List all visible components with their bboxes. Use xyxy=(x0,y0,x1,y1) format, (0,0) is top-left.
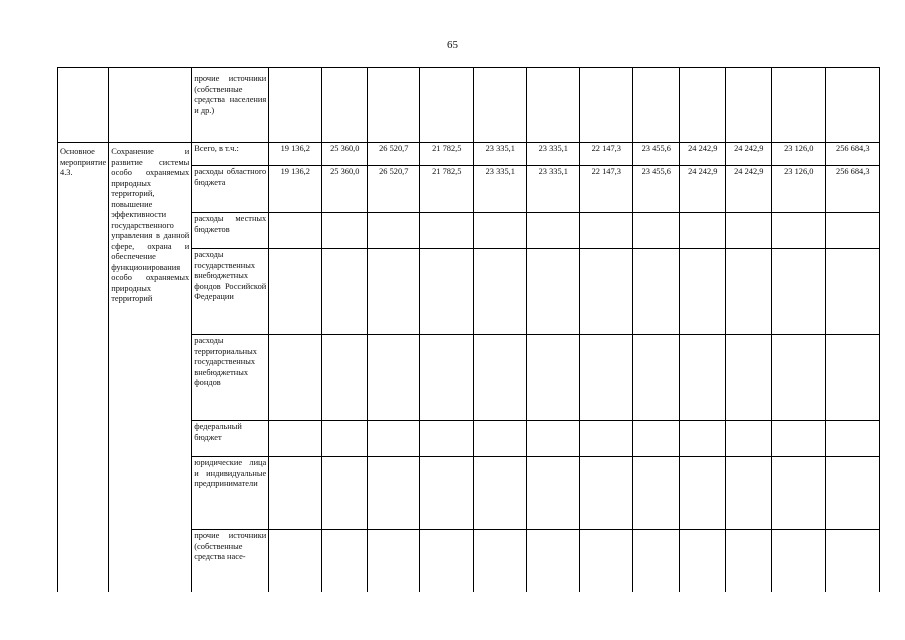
amount-cell xyxy=(420,213,474,249)
funding-source-cell: расходы областного бюджета xyxy=(192,166,269,213)
amount-cell: 25 360,0 xyxy=(322,166,368,213)
amount-cell xyxy=(772,457,826,530)
amount-cell xyxy=(420,68,474,143)
funding-source-cell: федеральный бюджет xyxy=(192,421,269,457)
amount-cell xyxy=(474,213,527,249)
amount-cell xyxy=(726,530,772,592)
funding-source-cell: юридические лица и индивидуальные предприниматели xyxy=(192,457,269,530)
amount-cell xyxy=(726,457,772,530)
amount-cell xyxy=(474,335,527,421)
amount-cell xyxy=(772,213,826,249)
amount-cell xyxy=(527,249,580,335)
amount-cell xyxy=(322,530,368,592)
amount-cell xyxy=(826,68,880,143)
amount-cell: 24 242,9 xyxy=(726,166,772,213)
empty-cell xyxy=(109,68,192,143)
amount-cell xyxy=(772,249,826,335)
amount-cell: 21 782,5 xyxy=(420,143,474,166)
amount-cell xyxy=(826,530,880,592)
amount-cell xyxy=(633,213,680,249)
amount-cell xyxy=(322,335,368,421)
amount-cell xyxy=(269,421,322,457)
amount-cell xyxy=(826,249,880,335)
table-row xyxy=(58,143,880,166)
amount-cell xyxy=(474,68,527,143)
amount-cell xyxy=(527,335,580,421)
amount-cell: 26 520,7 xyxy=(368,143,420,166)
amount-cell xyxy=(420,249,474,335)
amount-cell: 19 136,2 xyxy=(269,143,322,166)
amount-cell xyxy=(726,68,772,143)
amount-cell: 256 684,3 xyxy=(826,143,880,166)
amount-cell: 23 455,6 xyxy=(633,143,680,166)
amount-cell xyxy=(826,457,880,530)
amount-cell xyxy=(726,249,772,335)
amount-cell xyxy=(368,457,420,530)
amount-cell xyxy=(580,421,633,457)
amount-cell xyxy=(680,457,726,530)
table-row xyxy=(58,68,880,143)
amount-cell: 23 126,0 xyxy=(772,166,826,213)
amount-cell xyxy=(680,213,726,249)
amount-cell xyxy=(269,249,322,335)
amount-cell xyxy=(633,68,680,143)
amount-cell xyxy=(633,530,680,592)
amount-cell: 19 136,2 xyxy=(269,166,322,213)
amount-cell xyxy=(269,530,322,592)
amount-cell xyxy=(269,335,322,421)
amount-cell: 23 126,0 xyxy=(772,143,826,166)
amount-cell xyxy=(368,249,420,335)
amount-cell xyxy=(322,421,368,457)
amount-cell: 24 242,9 xyxy=(680,143,726,166)
amount-cell xyxy=(826,213,880,249)
amount-cell xyxy=(269,68,322,143)
funding-source-cell: расходы государственных внебюджетных фондов Российской Федерации xyxy=(192,249,269,335)
amount-cell: 25 360,0 xyxy=(322,143,368,166)
amount-cell: 24 242,9 xyxy=(726,143,772,166)
amount-cell: 22 147,3 xyxy=(580,143,633,166)
page-number: 65 xyxy=(447,39,458,51)
budget-table xyxy=(57,67,880,592)
amount-cell xyxy=(368,213,420,249)
amount-cell xyxy=(726,213,772,249)
amount-cell xyxy=(580,213,633,249)
amount-cell xyxy=(474,249,527,335)
funding-source-cell: расходы территориальных государственных внебюджетных фондов xyxy=(192,335,269,421)
amount-cell: 23 335,1 xyxy=(527,166,580,213)
amount-cell xyxy=(420,530,474,592)
amount-cell xyxy=(420,335,474,421)
amount-cell: 23 335,1 xyxy=(474,143,527,166)
amount-cell xyxy=(633,421,680,457)
amount-cell xyxy=(826,335,880,421)
funding-source-cell: прочие источники (собственные средства насе- xyxy=(192,530,269,592)
amount-cell xyxy=(633,249,680,335)
amount-cell xyxy=(420,421,474,457)
amount-cell xyxy=(474,530,527,592)
amount-cell xyxy=(680,421,726,457)
amount-cell xyxy=(269,457,322,530)
amount-cell xyxy=(772,68,826,143)
amount-cell xyxy=(726,335,772,421)
amount-cell xyxy=(680,249,726,335)
amount-cell xyxy=(772,421,826,457)
amount-cell xyxy=(269,213,322,249)
amount-cell xyxy=(322,457,368,530)
amount-cell xyxy=(580,457,633,530)
funding-source-cell: расходы местных бюджетов xyxy=(192,213,269,249)
amount-cell: 23 335,1 xyxy=(474,166,527,213)
amount-cell xyxy=(580,530,633,592)
amount-cell xyxy=(527,530,580,592)
amount-cell xyxy=(368,335,420,421)
amount-cell: 24 242,9 xyxy=(680,166,726,213)
empty-cell xyxy=(58,68,109,143)
funding-source-cell: прочие источники (собственные средства населения и др.) xyxy=(192,68,269,143)
amount-cell xyxy=(826,421,880,457)
activity-code-cell: Основное мероприятие 4.3. xyxy=(58,143,109,592)
amount-cell xyxy=(474,457,527,530)
amount-cell: 22 147,3 xyxy=(580,166,633,213)
amount-cell xyxy=(368,68,420,143)
amount-cell xyxy=(726,421,772,457)
amount-cell xyxy=(322,68,368,143)
amount-cell xyxy=(368,421,420,457)
amount-cell xyxy=(527,68,580,143)
funding-source-cell: Всего, в т.ч.: xyxy=(192,143,269,166)
amount-cell: 21 782,5 xyxy=(420,166,474,213)
amount-cell xyxy=(368,530,420,592)
amount-cell: 256 684,3 xyxy=(826,166,880,213)
amount-cell: 23 455,6 xyxy=(633,166,680,213)
amount-cell xyxy=(527,457,580,530)
amount-cell: 26 520,7 xyxy=(368,166,420,213)
amount-cell xyxy=(527,421,580,457)
amount-cell xyxy=(322,213,368,249)
amount-cell xyxy=(772,530,826,592)
amount-cell xyxy=(680,530,726,592)
amount-cell xyxy=(680,335,726,421)
amount-cell xyxy=(474,421,527,457)
amount-cell xyxy=(680,68,726,143)
amount-cell xyxy=(580,68,633,143)
activity-name-cell: Сохранение и развитие системы особо охраняемых природных территорий, повышение эффективности государственного управления в данной сфере, охрана и обеспечение функционирования особо охраняемых природных территорий xyxy=(109,143,192,592)
amount-cell: 23 335,1 xyxy=(527,143,580,166)
amount-cell xyxy=(580,335,633,421)
amount-cell xyxy=(633,457,680,530)
amount-cell xyxy=(322,249,368,335)
amount-cell xyxy=(420,457,474,530)
amount-cell xyxy=(772,335,826,421)
amount-cell xyxy=(527,213,580,249)
amount-cell xyxy=(580,249,633,335)
amount-cell xyxy=(633,335,680,421)
